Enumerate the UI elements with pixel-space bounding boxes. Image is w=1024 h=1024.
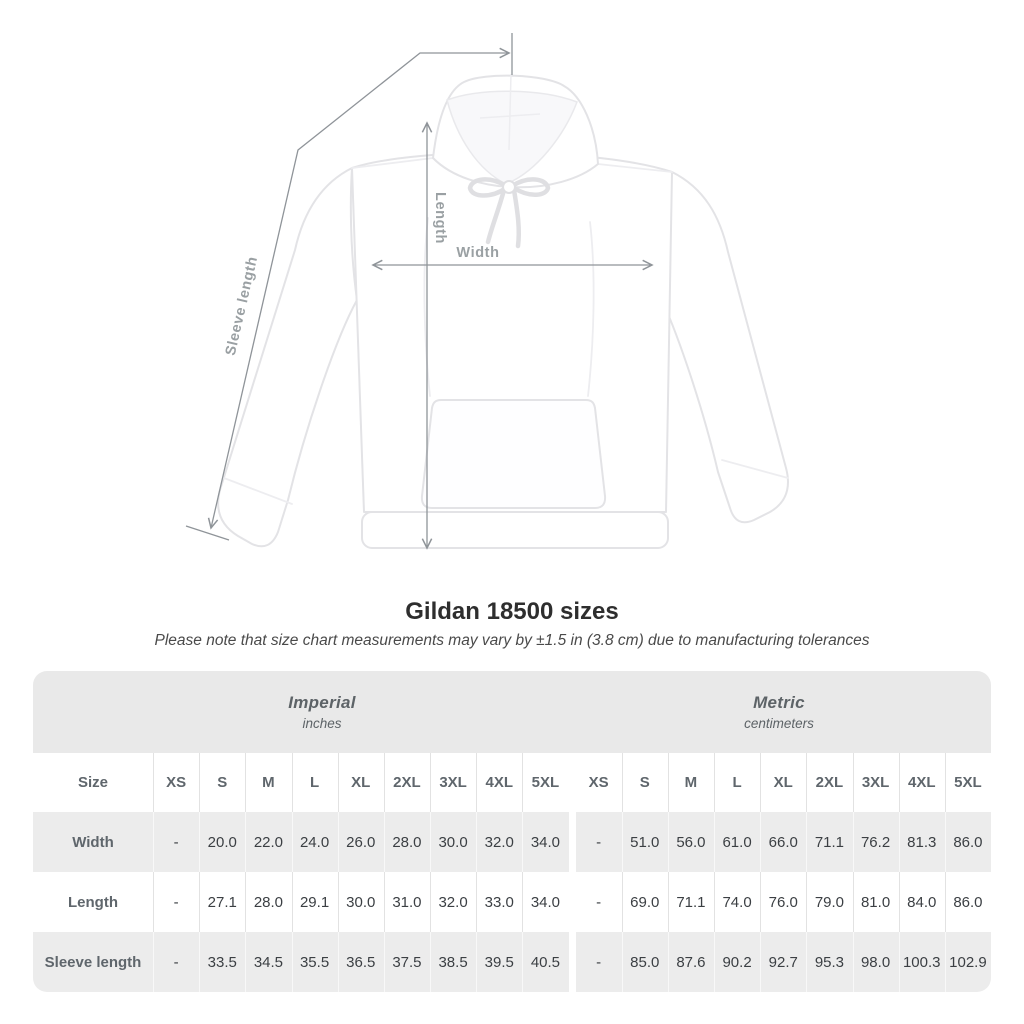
value-cell: 90.2	[714, 932, 760, 992]
value-cell: 69.0	[622, 872, 668, 932]
column-header: XS	[153, 753, 199, 812]
column-header: L	[292, 753, 338, 812]
value-cell: 76.2	[853, 812, 899, 872]
column-header: M	[245, 753, 291, 812]
value-cell: 32.0	[430, 872, 476, 932]
value-cell: 74.0	[714, 872, 760, 932]
hem-band	[362, 512, 668, 548]
value-cell: 85.0	[622, 932, 668, 992]
column-header: S	[622, 753, 668, 812]
value-cell: 30.0	[430, 812, 476, 872]
pocket	[422, 400, 605, 508]
value-cell: 30.0	[338, 872, 384, 932]
value-cell: -	[153, 872, 199, 932]
value-cell: -	[153, 812, 199, 872]
value-cell: 28.0	[245, 872, 291, 932]
column-header: XS	[588, 774, 609, 791]
value-cell: 24.0	[292, 812, 338, 872]
value-cell: 71.1	[668, 872, 714, 932]
column-header: L	[714, 753, 760, 812]
table-header-row	[33, 753, 991, 812]
sleeve-tick-bottom	[186, 526, 229, 540]
value-cell: 102.9	[945, 932, 991, 992]
imperial-unit: inches	[302, 716, 342, 731]
imperial-section	[33, 693, 567, 731]
column-header: 4XL	[476, 753, 522, 812]
value-cell: -	[596, 893, 602, 911]
column-header: 5XL	[945, 753, 991, 812]
column-header: XL	[338, 753, 384, 812]
row-label: Length	[68, 893, 118, 911]
size-chart-table	[33, 671, 991, 992]
value-cell: 76.0	[760, 872, 806, 932]
chart-note: Please note that size chart measurements may vary by ±1.5 in (3.8 cm) due to manufacturing tolerances	[154, 632, 870, 649]
unit-divider	[569, 872, 576, 932]
table-row-length	[33, 872, 991, 932]
unit-divider	[569, 932, 576, 992]
imperial-header: Imperial	[288, 693, 356, 712]
right-sleeve	[662, 172, 788, 522]
column-header: 2XL	[806, 753, 852, 812]
sleeve-length-label: Sleeve length	[222, 254, 262, 358]
table-row-width	[33, 812, 991, 872]
value-cell: 66.0	[760, 812, 806, 872]
value-cell: 35.5	[292, 932, 338, 992]
value-cell: 40.5	[522, 932, 568, 992]
value-cell: 39.5	[476, 932, 522, 992]
value-cell: 34.5	[245, 932, 291, 992]
value-cell: -	[596, 833, 602, 851]
value-cell: 34.0	[522, 872, 568, 932]
column-header: 2XL	[384, 753, 430, 812]
value-cell: 100.3	[899, 932, 945, 992]
value-cell: 29.1	[292, 872, 338, 932]
value-cell: 81.3	[899, 812, 945, 872]
value-cell: 95.3	[806, 932, 852, 992]
column-header: 3XL	[430, 753, 476, 812]
value-cell: 51.0	[622, 812, 668, 872]
value-cell: 92.7	[760, 932, 806, 992]
metric-header: Metric	[753, 693, 805, 712]
row-label: Sleeve length	[44, 953, 142, 971]
column-header: S	[199, 753, 245, 812]
value-cell: 22.0	[245, 812, 291, 872]
value-cell: -	[596, 953, 602, 971]
value-cell: 56.0	[668, 812, 714, 872]
left-sleeve	[218, 168, 357, 546]
value-cell: 86.0	[945, 812, 991, 872]
column-header-size: Size	[77, 774, 108, 791]
value-cell: 71.1	[806, 812, 852, 872]
chart-title: Gildan 18500 sizes	[405, 598, 619, 625]
column-header: 5XL	[522, 753, 568, 812]
value-cell: 81.0	[853, 872, 899, 932]
value-cell: 86.0	[945, 872, 991, 932]
table-row-sleeve-length	[33, 932, 991, 992]
value-cell: 37.5	[384, 932, 430, 992]
value-cell: 32.0	[476, 812, 522, 872]
value-cell: 26.0	[338, 812, 384, 872]
unit-divider	[569, 812, 576, 872]
metric-unit: centimeters	[744, 716, 814, 731]
value-cell: 98.0	[853, 932, 899, 992]
value-cell: 31.0	[384, 872, 430, 932]
column-header: M	[668, 753, 714, 812]
value-cell: 34.0	[522, 812, 568, 872]
length-label: Length	[432, 192, 448, 244]
row-label: Width	[72, 833, 114, 851]
column-header: XL	[760, 753, 806, 812]
column-header: 3XL	[853, 753, 899, 812]
value-cell: 87.6	[668, 932, 714, 992]
value-cell: 79.0	[806, 872, 852, 932]
value-cell: 28.0	[384, 812, 430, 872]
metric-section	[567, 693, 991, 731]
unit-divider	[569, 753, 576, 812]
value-cell: 84.0	[899, 872, 945, 932]
width-label: Width	[456, 245, 500, 261]
value-cell: 20.0	[199, 812, 245, 872]
unit-band	[33, 671, 991, 753]
value-cell: 38.5	[430, 932, 476, 992]
value-cell: 27.1	[199, 872, 245, 932]
value-cell: 61.0	[714, 812, 760, 872]
value-cell: 36.5	[338, 932, 384, 992]
column-header: 4XL	[899, 753, 945, 812]
value-cell: 33.0	[476, 872, 522, 932]
value-cell: 33.5	[199, 932, 245, 992]
value-cell: -	[153, 932, 199, 992]
